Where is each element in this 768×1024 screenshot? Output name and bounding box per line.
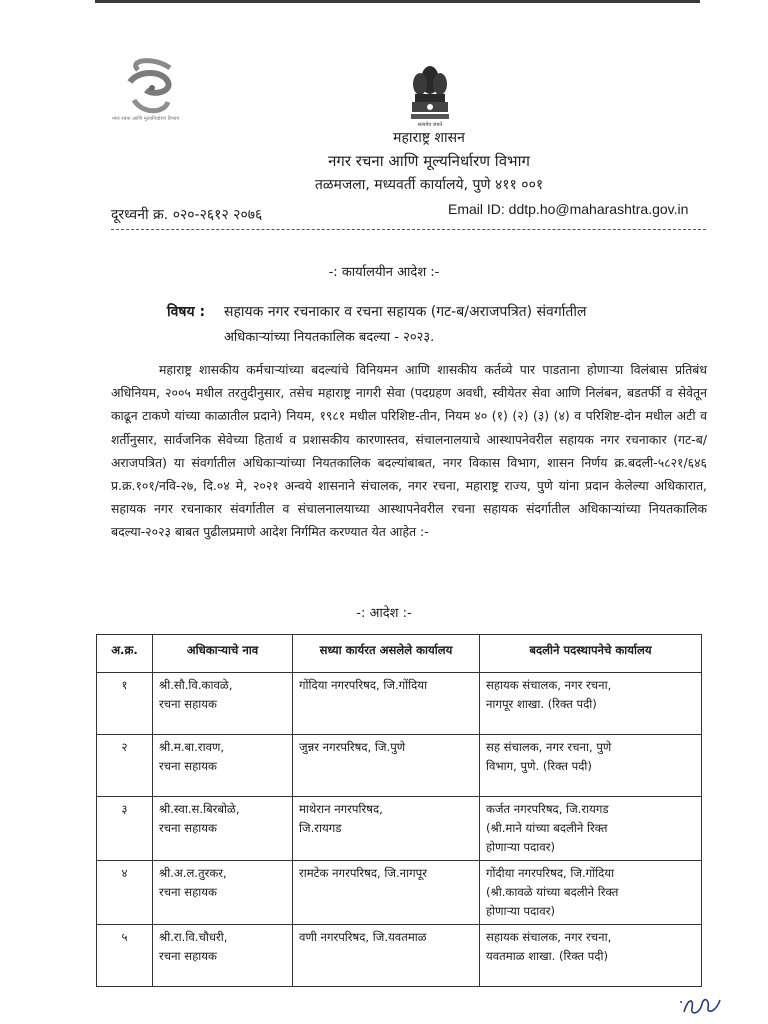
current-office-cell (293, 797, 480, 861)
transfer-office-cell (480, 735, 702, 797)
body-paragraph: महाराष्ट्र शासकीय कर्मचाऱ्यांच्या बदल्यांचे विनियमन आणि शासकीय कर्तव्ये पार पाडताना होणाऱ्या विलंबास प्रतिबंध अधिनियम, २००५ मधील तरतुदीनुसार, तसेच महाराष्ट्र नागरी सेवा (पदग्रहण अवधी, स्वीयेतर सेवा आणि निलंबन, बडतर्फी व सेवेतून काढून टाकणे यांच्या काळातील प्रदाने) नियम, १९८१ मधील परिशिष्ट-तीन, नियम ४० (१) (२) (३) (४) व परिशिष्ट-दोन मधील अटी व शर्तीनुसार, सार्वजनिक सेवेच्या हितार्थ व प्रशासकीय कारणास्तव, संचालनालयाचे आस्थापनेवरील सहायक नगर रचनाकार (गट-ब/अराजपत्रित) या संवर्गातील अधिकाऱ्यांच्या नियतकालिक बदल्यांबाबत, नगर विकास विभाग, शासन निर्णय क्र.बदली-५८२१/६४६ प्र.क्र.१०१/नवि-२७, दि.०४ मे, २०२१ अन्वये शासनाने संचालक, नगर रचना, महाराष्ट्र राज्य, पुणे यांना प्रदान केलेल्या अधिकारात, सहायक नगर रचनाकार संवर्गातील व संचालनालयाच्या आस्थापनेवरील रचना सहायक संदर्गातील अधिकाऱ्यांच्या नियतकालिक बदल्या-२०२३ बाबत पुढीलप्रमाणे आदेश निर्गमित करण्यात येत आहेत :- (111, 362, 707, 540)
officer-post: रचना सहायक (159, 821, 217, 835)
serial-no: ५ (97, 925, 153, 987)
phone-number: दूरध्वनी क्र. ०२०-२६१२ २०७६ (111, 207, 263, 223)
header-current-office: सध्या कार्यरत असलेले कार्यालय (293, 635, 480, 673)
department-logo-icon (108, 58, 218, 118)
transfer-office-line-2: यवतमाळ शाखा. (रिक्त पदी) (486, 949, 608, 963)
table-row (97, 673, 702, 735)
current-office-cell (293, 673, 480, 735)
table-row (97, 797, 702, 861)
transfer-office-cell (480, 673, 702, 735)
transfer-office: सहायक संचालक, नगर रचना, (486, 678, 612, 692)
transfer-table (96, 634, 702, 987)
officer-name: श्री.स्वा.स.बिरबोळे, (159, 802, 240, 816)
table-header-row (97, 635, 702, 673)
transfer-office: सह संचालक, नगर रचना, पुणे (486, 740, 612, 754)
officer-cell (153, 673, 293, 735)
transfer-office: गोंदीया नगरपरिषद, जि.गोंदिया (486, 866, 615, 880)
transfer-office-line-2: (श्री.माने यांच्या बदलीने रिक्त (486, 821, 608, 835)
officer-name: श्री.अ.ल.तुरकर, (159, 866, 227, 880)
emblem-icon (405, 60, 455, 128)
officer-post: रचना सहायक (159, 949, 217, 963)
transfer-office-line-2: नागपूर शाखा. (रिक्त पदी) (486, 697, 597, 711)
office-order-title: -: कार्यालयीन आदेश :- (328, 265, 440, 280)
transfer-office: कर्जत नगरपरिषद, जि.रायगड (486, 802, 609, 816)
header-serial-no: अ.क्र. (97, 635, 153, 673)
government-name: महाराष्ट्र शासन (393, 130, 465, 146)
current-office: वणी नगरपरिषद, जि.यवतमाळ (299, 930, 427, 944)
officer-cell (153, 797, 293, 861)
subject-line-1: सहायक नगर रचनाकार व रचना सहायक (गट-ब/अराजपत्रित) संवर्गातील (224, 304, 587, 320)
current-office: गोंदिया नगरपरिषद, जि.गोंदिया (299, 678, 428, 692)
signature-icon (678, 990, 728, 1020)
officer-post: रचना सहायक (159, 759, 217, 773)
subject-line-2: अधिकाऱ्यांच्या नियतकालिक बदल्या - २०२३. (224, 330, 435, 345)
serial-no: ३ (97, 797, 153, 861)
officer-post: रचना सहायक (159, 885, 217, 899)
transfer-office-line-3: होणाऱ्या पदावर) (486, 840, 555, 854)
state-emblem (405, 60, 455, 128)
header-divider (111, 229, 706, 230)
transfer-office: सहायक संचालक, नगर रचना, (486, 930, 612, 944)
serial-no: १ (97, 673, 153, 735)
transfer-office-line-2: विभाग, पुणे. (रिक्त पदी) (486, 759, 592, 773)
office-address: तळमजला, मध्यवर्ती कार्यालये, पुणे ४११ ००१ (314, 177, 544, 193)
table-row (97, 861, 702, 925)
officer-post: रचना सहायक (159, 697, 217, 711)
officer-name: श्री.म.बा.रावण, (159, 740, 225, 754)
officer-name: श्री.रा.वि.चौधरी, (159, 930, 228, 944)
table-row (97, 735, 702, 797)
logo-caption: नगर रचना आणि मूल्यनिर्धारण विभाग (112, 116, 180, 122)
transfer-office-cell (480, 861, 702, 925)
header-officer-name: अधिकाऱ्याचे नाव (153, 635, 293, 673)
current-office-cell (293, 735, 480, 797)
current-office: जुन्नर नगरपरिषद, जि.पुणे (299, 740, 406, 754)
transfer-office-line-3: होणाऱ्या पदावर) (486, 904, 555, 918)
current-office: माथेरान नगरपरिषद, (299, 802, 383, 816)
officer-cell (153, 735, 293, 797)
current-office-cell (293, 925, 480, 987)
department-logo (108, 58, 218, 128)
transfer-office-cell (480, 925, 702, 987)
officer-name: श्री.सौ.वि.कावळे, (159, 678, 233, 692)
officer-cell (153, 861, 293, 925)
initials-signature (678, 990, 728, 1020)
officer-cell (153, 925, 293, 987)
serial-no: ४ (97, 861, 153, 925)
department-name: नगर रचना आणि मूल्यनिर्धारण विभाग (328, 152, 530, 170)
transfer-office-cell (480, 797, 702, 861)
email-id: Email ID: ddtp.ho@maharashtra.gov.in (448, 201, 689, 217)
subject-label: विषय : (167, 304, 206, 320)
current-office-line-2: जि.रायगड (299, 821, 342, 835)
table-row (97, 925, 702, 987)
header-transfer-office: बदलीने पदस्थापनेचे कार्यालय (480, 635, 702, 673)
svg-text:सत्यमेव जयते: सत्यमेव जयते (417, 122, 443, 128)
top-border-line (95, 0, 700, 3)
transfer-office-line-2: (श्री.कावळे यांच्या बदलीने रिक्त (486, 885, 619, 899)
order-heading: -: आदेश :- (356, 606, 412, 621)
current-office-cell (293, 861, 480, 925)
serial-no: २ (97, 735, 153, 797)
current-office: रामटेक नगरपरिषद, जि.नागपूर (299, 866, 427, 880)
